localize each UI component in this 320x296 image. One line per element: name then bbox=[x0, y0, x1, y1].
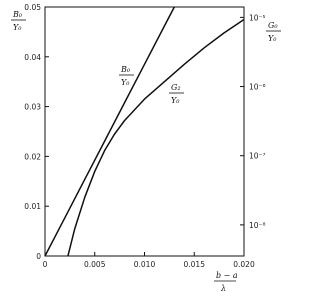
y-tick-label: 0.03 bbox=[24, 102, 41, 112]
right-tick-label: 10⁻⁷ bbox=[249, 151, 266, 161]
y-axis-label bbox=[11, 10, 26, 32]
right-axis-label-num: G₀ bbox=[268, 21, 278, 30]
x-tick-label: 0 bbox=[42, 260, 48, 269]
y-tick-label: 0 bbox=[36, 252, 41, 261]
y-tick-label: 0.02 bbox=[24, 152, 41, 162]
plot-frame bbox=[45, 7, 244, 256]
series-label-b0-den: Y₀ bbox=[121, 78, 130, 87]
right-tick-label: 10⁻⁵ bbox=[249, 13, 266, 23]
x-tick-label: 0.020 bbox=[233, 260, 255, 269]
y-axis-label-den: Y₀ bbox=[13, 23, 22, 32]
y-tick-label: 0.05 bbox=[24, 3, 41, 12]
series-label-g2-den: Y₀ bbox=[171, 96, 180, 105]
series-lines bbox=[45, 7, 244, 256]
series-label-g2 bbox=[169, 83, 184, 105]
series-line-1 bbox=[68, 20, 244, 257]
x-axis-ticks bbox=[43, 252, 255, 269]
right-tick-label: 10⁻⁸ bbox=[249, 220, 266, 230]
series-label-b0-num: B₀ bbox=[121, 65, 131, 74]
y-tick-label: 0.01 bbox=[24, 202, 41, 212]
x-tick-label: 0.005 bbox=[84, 260, 106, 269]
y-axis-label-num: B₀ bbox=[13, 10, 23, 19]
right-axis-label-den: Y₀ bbox=[268, 34, 277, 43]
y-tick-label: 0.04 bbox=[24, 52, 41, 62]
x-tick-label: 0.015 bbox=[183, 260, 205, 269]
series-label-g2-num: G₂ bbox=[171, 83, 181, 92]
x-axis-label-num: b − a bbox=[216, 271, 238, 280]
right-tick-label: 10⁻⁶ bbox=[249, 82, 266, 92]
x-tick-label: 0.010 bbox=[133, 260, 156, 269]
x-axis-label bbox=[214, 271, 238, 293]
right-axis-label bbox=[266, 21, 281, 43]
series-line-0 bbox=[45, 7, 174, 256]
x-axis-label-den: λ bbox=[221, 284, 227, 293]
series-label-b0 bbox=[119, 65, 134, 87]
